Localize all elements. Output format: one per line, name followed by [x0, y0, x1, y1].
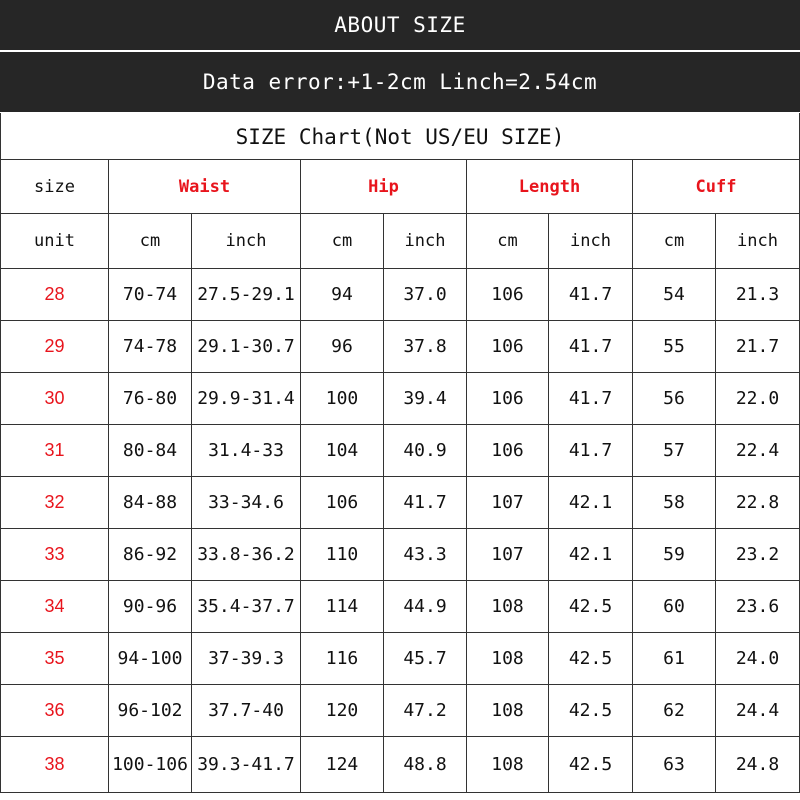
unit-cell: inch: [384, 214, 467, 269]
value-cell: 23.6: [716, 581, 800, 633]
size-cell: 36: [1, 685, 109, 737]
value-cell: 29.9-31.4: [192, 373, 301, 425]
value-cell: 106: [467, 425, 549, 477]
value-cell: 37.8: [384, 321, 467, 373]
value-cell: 106: [301, 477, 384, 529]
value-cell: 59: [633, 529, 716, 581]
value-cell: 61: [633, 633, 716, 685]
unit-label-cell: unit: [1, 214, 109, 269]
value-cell: 37.7-40: [192, 685, 301, 737]
value-cell: 31.4-33: [192, 425, 301, 477]
table-row: [1, 581, 800, 633]
value-cell: 108: [467, 685, 549, 737]
value-cell: 108: [467, 633, 549, 685]
value-cell: 86-92: [109, 529, 192, 581]
value-cell: 76-80: [109, 373, 192, 425]
value-cell: 80-84: [109, 425, 192, 477]
value-cell: 96: [301, 321, 384, 373]
value-cell: 84-88: [109, 477, 192, 529]
value-cell: 42.1: [549, 477, 633, 529]
size-header-cell: size: [1, 160, 109, 214]
size-cell: 33: [1, 529, 109, 581]
size-chart-title-bar: [0, 113, 800, 160]
unit-cell: inch: [549, 214, 633, 269]
table-row: [1, 425, 800, 477]
size-cell: 34: [1, 581, 109, 633]
length-header: Length: [467, 160, 633, 214]
value-cell: 42.5: [549, 737, 633, 793]
data-error-note: Data error:+1-2cm Linch=2.54cm: [202, 70, 598, 94]
value-cell: 108: [467, 581, 549, 633]
value-cell: 43.3: [384, 529, 467, 581]
value-cell: 108: [467, 737, 549, 793]
value-cell: 70-74: [109, 269, 192, 321]
value-cell: 107: [467, 529, 549, 581]
value-cell: 106: [467, 373, 549, 425]
table-row: [1, 737, 800, 793]
value-cell: 39.4: [384, 373, 467, 425]
value-cell: 41.7: [549, 425, 633, 477]
unit-cell: cm: [301, 214, 384, 269]
value-cell: 22.0: [716, 373, 800, 425]
unit-cell: cm: [467, 214, 549, 269]
value-cell: 106: [467, 321, 549, 373]
about-size-title: ABOUT SIZE: [334, 13, 466, 37]
value-cell: 22.4: [716, 425, 800, 477]
table-row: [1, 373, 800, 425]
value-cell: 62: [633, 685, 716, 737]
waist-header: Waist: [109, 160, 301, 214]
value-cell: 42.5: [549, 685, 633, 737]
value-cell: 41.7: [384, 477, 467, 529]
value-cell: 54: [633, 269, 716, 321]
value-cell: 56: [633, 373, 716, 425]
value-cell: 21.7: [716, 321, 800, 373]
value-cell: 33-34.6: [192, 477, 301, 529]
unit-row: [1, 214, 800, 269]
value-cell: 124: [301, 737, 384, 793]
size-chart-title: SIZE Chart(Not US/EU SIZE): [235, 124, 565, 149]
value-cell: 45.7: [384, 633, 467, 685]
value-cell: 100: [301, 373, 384, 425]
value-cell: 39.3-41.7: [192, 737, 301, 793]
value-cell: 94-100: [109, 633, 192, 685]
cuff-header: Cuff: [633, 160, 800, 214]
size-cell: 38: [1, 737, 109, 793]
value-cell: 58: [633, 477, 716, 529]
value-cell: 100-106: [109, 737, 192, 793]
table-row: [1, 321, 800, 373]
value-cell: 44.9: [384, 581, 467, 633]
value-cell: 35.4-37.7: [192, 581, 301, 633]
value-cell: 33.8-36.2: [192, 529, 301, 581]
table-row: [1, 633, 800, 685]
value-cell: 57: [633, 425, 716, 477]
table-row: [1, 529, 800, 581]
value-cell: 114: [301, 581, 384, 633]
value-cell: 48.8: [384, 737, 467, 793]
value-cell: 107: [467, 477, 549, 529]
value-cell: 24.8: [716, 737, 800, 793]
value-cell: 42.1: [549, 529, 633, 581]
value-cell: 60: [633, 581, 716, 633]
value-cell: 37-39.3: [192, 633, 301, 685]
data-error-banner: [0, 52, 800, 112]
value-cell: 106: [467, 269, 549, 321]
value-cell: 55: [633, 321, 716, 373]
value-cell: 63: [633, 737, 716, 793]
value-cell: 96-102: [109, 685, 192, 737]
value-cell: 41.7: [549, 321, 633, 373]
size-cell: 28: [1, 269, 109, 321]
unit-cell: cm: [633, 214, 716, 269]
value-cell: 21.3: [716, 269, 800, 321]
value-cell: 40.9: [384, 425, 467, 477]
value-cell: 42.5: [549, 633, 633, 685]
value-cell: 29.1-30.7: [192, 321, 301, 373]
value-cell: 24.0: [716, 633, 800, 685]
value-cell: 23.2: [716, 529, 800, 581]
value-cell: 37.0: [384, 269, 467, 321]
size-cell: 32: [1, 477, 109, 529]
group-header-row: [1, 160, 800, 214]
value-cell: 22.8: [716, 477, 800, 529]
table-row: [1, 269, 800, 321]
size-table: [0, 159, 800, 793]
value-cell: 94: [301, 269, 384, 321]
value-cell: 120: [301, 685, 384, 737]
value-cell: 74-78: [109, 321, 192, 373]
size-cell: 29: [1, 321, 109, 373]
value-cell: 90-96: [109, 581, 192, 633]
unit-cell: cm: [109, 214, 192, 269]
size-cell: 30: [1, 373, 109, 425]
value-cell: 47.2: [384, 685, 467, 737]
hip-header: Hip: [301, 160, 467, 214]
unit-cell: inch: [192, 214, 301, 269]
size-cell: 35: [1, 633, 109, 685]
value-cell: 27.5-29.1: [192, 269, 301, 321]
value-cell: 104: [301, 425, 384, 477]
value-cell: 110: [301, 529, 384, 581]
table-row: [1, 685, 800, 737]
size-cell: 31: [1, 425, 109, 477]
value-cell: 116: [301, 633, 384, 685]
about-size-banner: [0, 0, 800, 50]
table-row: [1, 477, 800, 529]
value-cell: 42.5: [549, 581, 633, 633]
value-cell: 41.7: [549, 373, 633, 425]
value-cell: 24.4: [716, 685, 800, 737]
value-cell: 41.7: [549, 269, 633, 321]
unit-cell: inch: [716, 214, 800, 269]
